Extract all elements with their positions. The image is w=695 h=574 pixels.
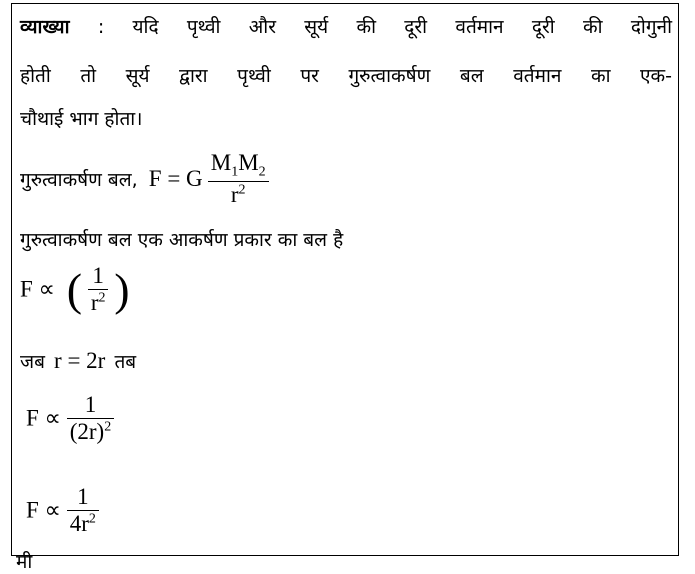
explanation-line-2	[20, 62, 672, 88]
when-expr: r = 2r	[54, 348, 106, 373]
right-paren: )	[114, 263, 130, 315]
gravity-fraction	[208, 150, 269, 208]
explanation-text-3: चौथाई भाग होता।	[20, 108, 143, 130]
gravity-label: गुरुत्वाकर्षण बल,	[20, 168, 138, 191]
proportional-3-numerator: 1	[77, 484, 89, 509]
explanation-text-1: यदि पृथ्वी और सूर्य की दूरी वर्तमान दूरी की दोगुनी	[132, 16, 672, 38]
gravity-denominator: $r^2$	[208, 181, 269, 208]
proportional-1-denominator: $r^2$	[88, 289, 109, 316]
proportional-3-line	[26, 484, 99, 537]
proportional-3-fraction	[67, 484, 99, 537]
explanation-line-3	[20, 105, 142, 131]
proportional-1-lhs: F ∝	[20, 276, 55, 302]
when-pre: जब	[20, 351, 45, 373]
proportional-3-denominator: $4r^2$	[67, 510, 99, 537]
when-line	[20, 348, 136, 374]
proportional-2-numerator: 1	[84, 392, 97, 417]
proportional-1-line	[20, 263, 130, 316]
cutoff-text: मी	[16, 551, 33, 573]
attractive-force-text: गुरुत्वाकर्षण बल एक आकर्षण प्रकार का बल है	[20, 229, 344, 251]
gravity-numerator: $M_1M_2$	[210, 150, 266, 180]
proportional-2-lhs: F ∝	[26, 405, 61, 431]
explanation-label: व्याख्या	[20, 16, 70, 38]
proportional-1-numerator: 1	[92, 263, 104, 288]
proportional-2-fraction	[67, 392, 114, 445]
explanation-separator: :	[97, 16, 105, 38]
explanation-line-1	[20, 13, 672, 39]
attractive-force-line	[20, 226, 343, 252]
gravity-formula-line	[20, 150, 269, 208]
proportional-2-denominator: $(2r)^2$	[67, 418, 114, 445]
left-paren: (	[66, 263, 83, 315]
gravity-lhs: F = G	[148, 165, 203, 191]
proportional-1-fraction	[88, 263, 109, 316]
proportional-2-line	[26, 392, 114, 445]
explanation-text-2: होती तो सूर्य द्वारा पृथ्वी पर गुरुत्वाकर्षण बल वर्तमान का एक-	[20, 65, 672, 87]
proportional-3-lhs: F ∝	[26, 497, 61, 523]
when-post: तब	[114, 351, 137, 373]
